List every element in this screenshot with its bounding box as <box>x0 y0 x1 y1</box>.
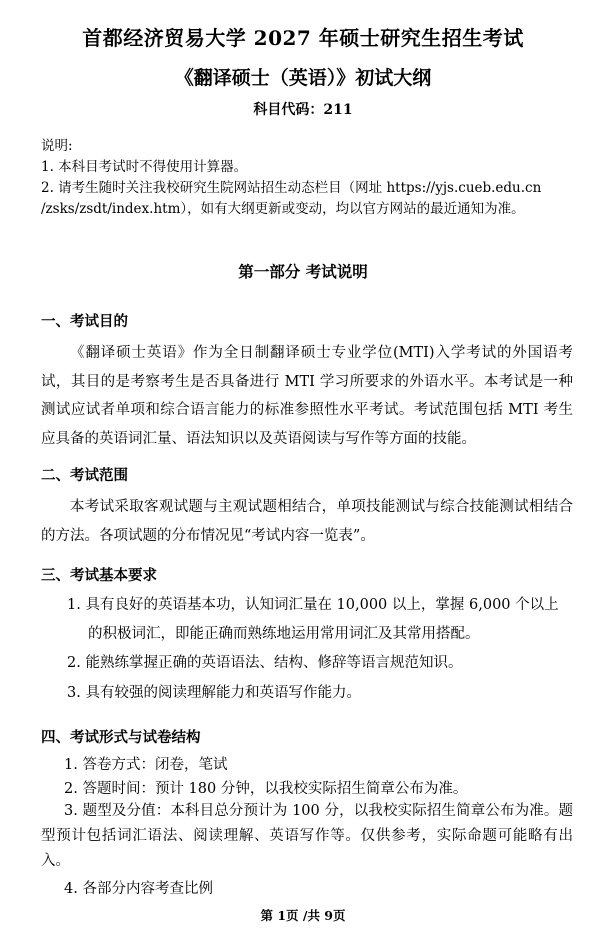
notes-item-2-line-1: 2. 请考生随时关注我校研究生院网站招生动态栏目（网址 https://yjs.cueb.edu.cn <box>41 180 542 196</box>
notes-heading: 说明: <box>41 138 73 154</box>
requirement-item-1-line-2: 的积极词汇，即能正确而熟练地运用常用词汇及其常用搭配。 <box>88 626 480 642</box>
section-text-scope: 本考试采取客观试题与主观试题相结合，单项技能测试与综合技能测试相结合的方法。各项试题的分布情况见“考试内容一览表”。 <box>41 499 573 544</box>
format-item-3: 3. 题型及分值：本科目总分预计为 100 分，以我校实际招生简章公布为准。题型预计包括词汇语法、阅读理解、英语写作等。仅供参考，实际命题可能略有出入。 <box>41 803 573 869</box>
format-item-1: 1. 答卷方式：闭卷，笔试 <box>64 757 228 773</box>
notes-item-1: 1. 本科目考试时不得使用计算器。 <box>41 159 248 175</box>
format-item-4: 4. 各部分内容考查比例 <box>64 881 213 897</box>
subject-code: 科目代码：211 <box>253 102 353 118</box>
section-text-purpose: 《翻译硕士英语》作为全日制翻译硕士专业学位(MTI)入学考试的外国语考试，其目的是考察考生是否具备进行 MTI 学习所要求的外语水平。本考试是一种测试应试者单项和综合语言能力的标准参照性水平考试。考试范围包括 MTI 考生应具备的英语词汇量、语法知识以及英语阅读与写作等方面的技能。 <box>41 345 573 447</box>
requirement-item-1-line-1: 1. 具有良好的英语基本功，认知词汇量在 10,000 以上，掌握 6,000 个以上 <box>67 597 559 613</box>
requirement-item-2: 2. 能熟练掌握正确的英语语法、结构、修辞等语言规范知识。 <box>67 655 463 671</box>
document-title: 首都经济贸易大学 2027 年硕士研究生招生考试 <box>82 26 524 50</box>
requirement-item-3: 3. 具有较强的阅读理解能力和英语写作能力。 <box>67 685 361 701</box>
document-subtitle: 《翻译硕士（英语）》初试大纲 <box>174 67 432 89</box>
part-title: 第一部分 考试说明 <box>238 262 368 281</box>
section-heading-purpose: 一、考试目的 <box>41 313 128 330</box>
format-item-2: 2. 答题时间：预计 180 分钟，以我校实际招生简章公布为准。 <box>64 781 468 797</box>
section-heading-format: 四、考试形式与试卷结构 <box>41 729 201 746</box>
section-heading-requirements: 三、考试基本要求 <box>41 567 157 584</box>
page-number: 第 1页 /共 9页 <box>260 908 346 923</box>
section-heading-scope: 二、考试范围 <box>41 467 128 484</box>
notes-item-2-line-2: /zsks/zsdt/index.htm），如有大纲更新或变动，均以官方网站的最近通知为准。 <box>41 201 525 217</box>
notes-block <box>41 136 571 220</box>
